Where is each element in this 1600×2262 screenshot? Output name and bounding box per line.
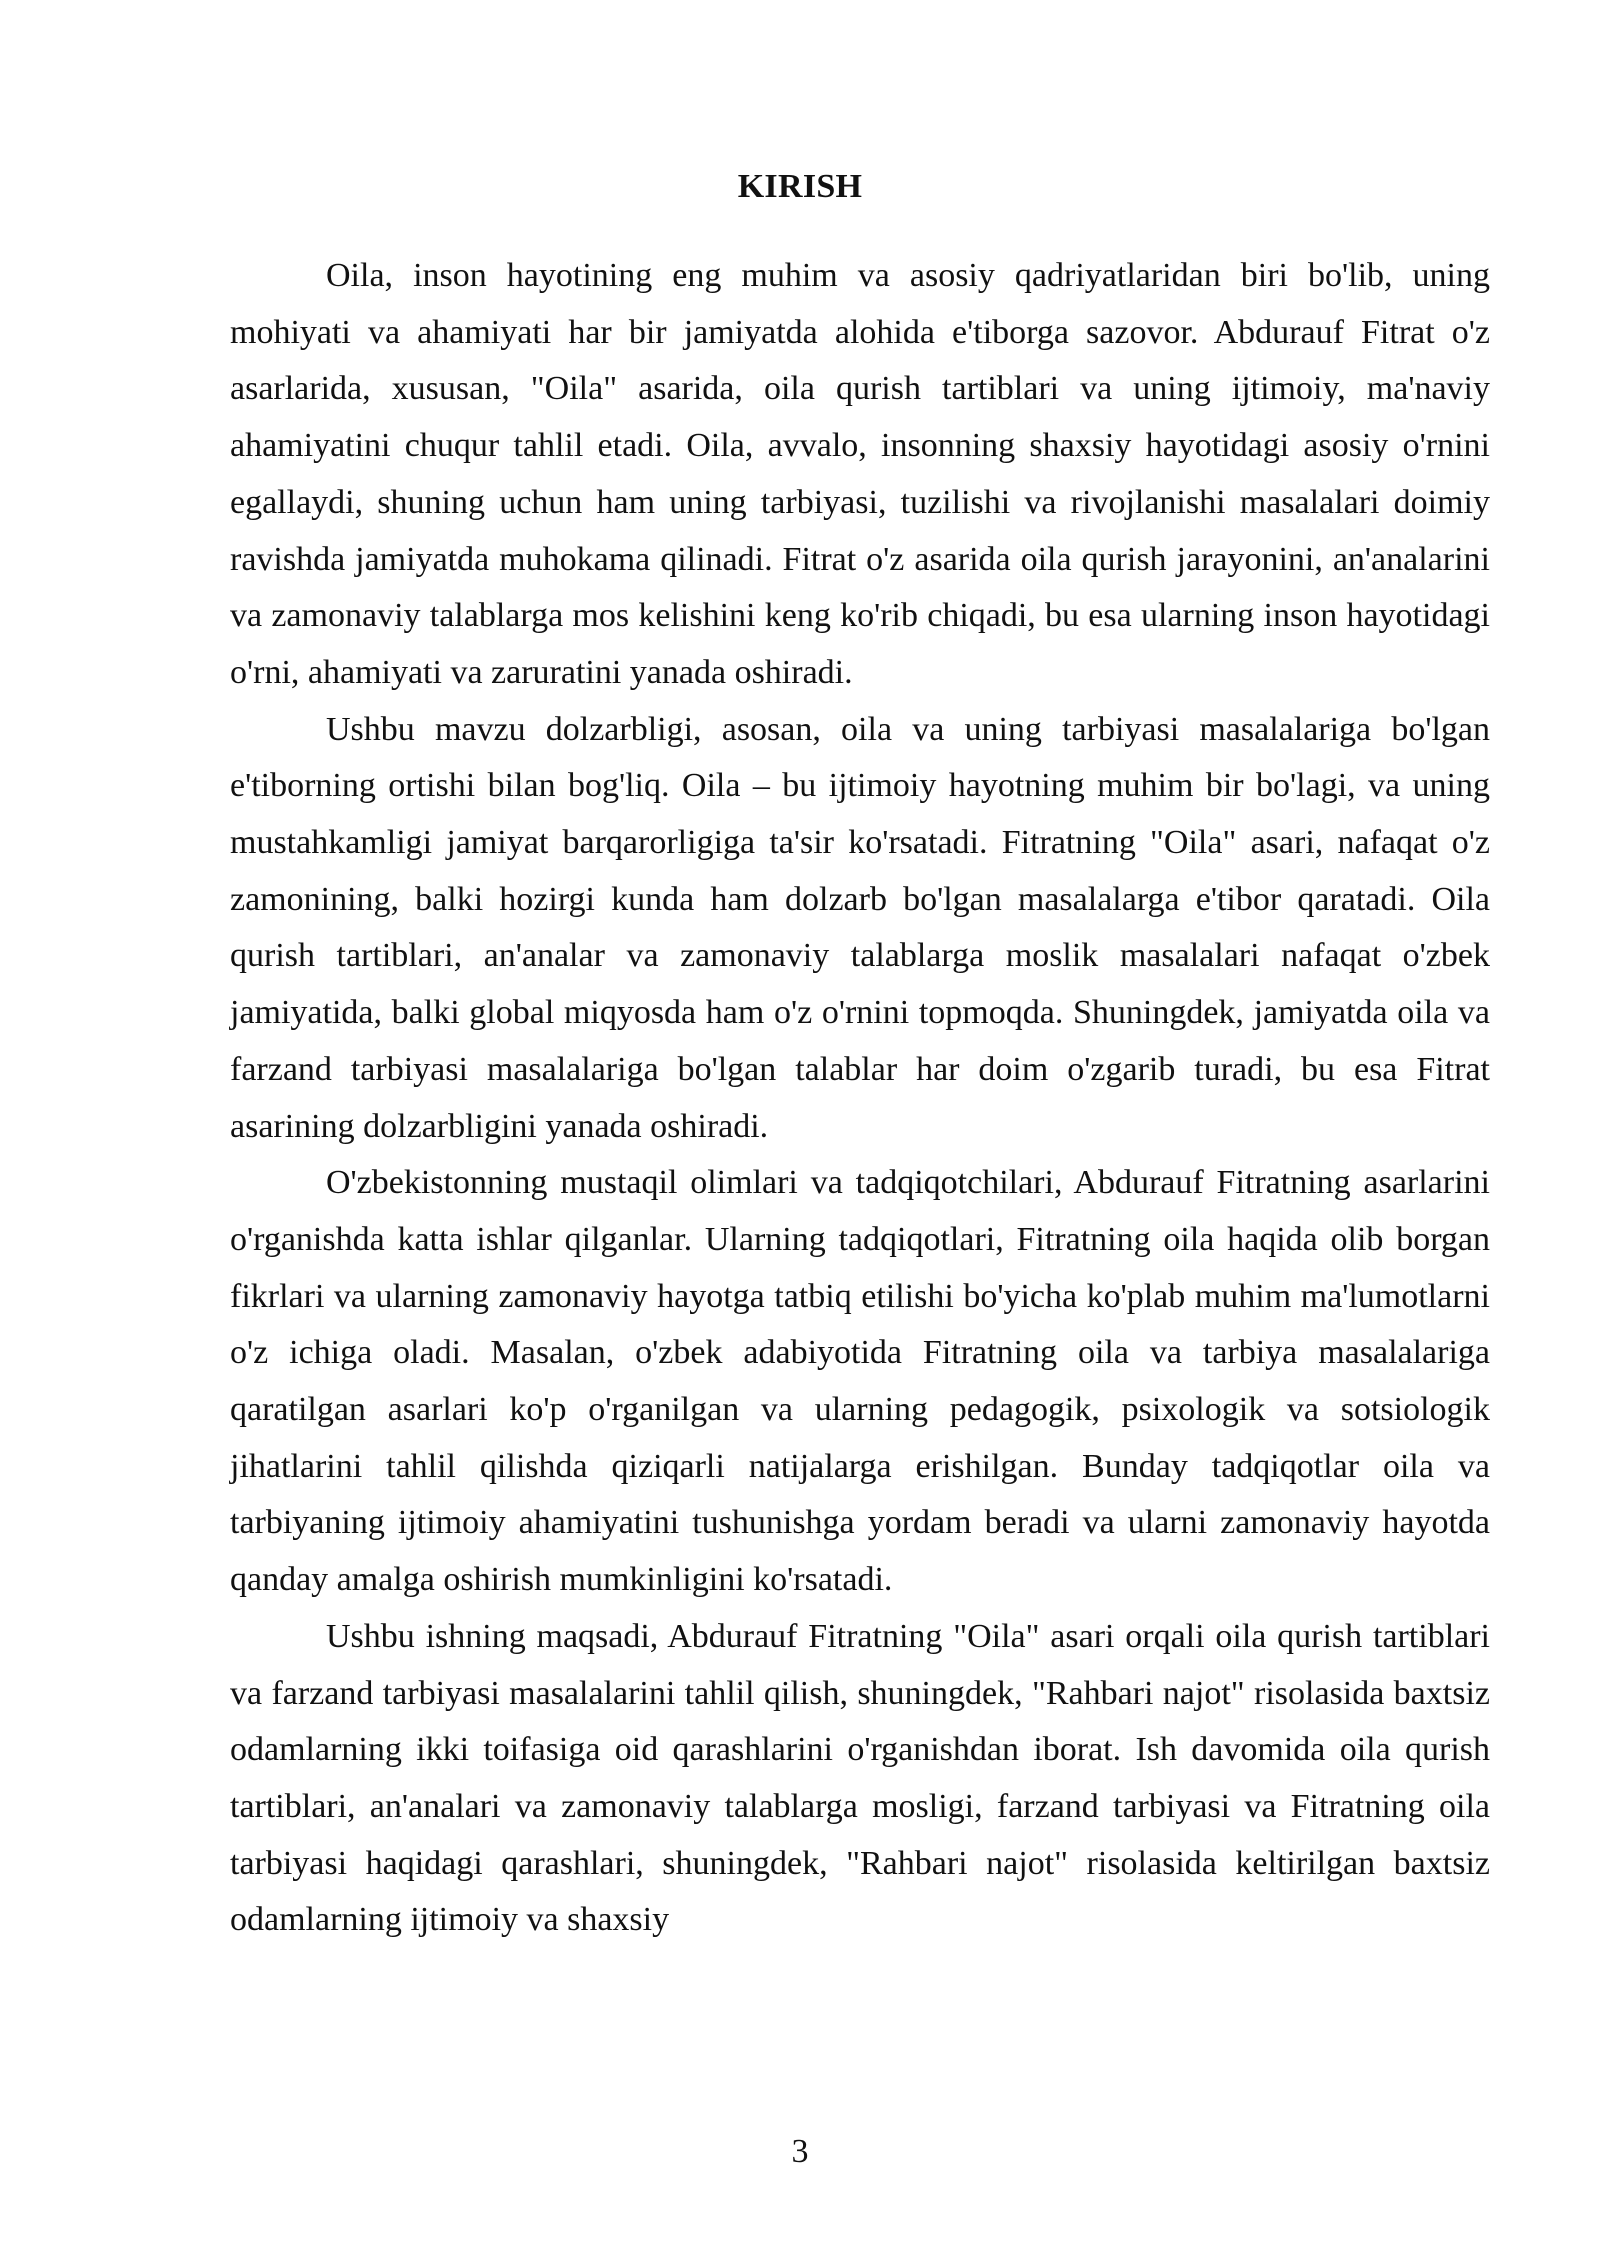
body-text <box>230 248 1490 1949</box>
paragraph-1: Oila, inson hayotining eng muhim va asosiy qadriyatlaridan biri bo'lib, uning mohiyati va ahamiyati har bir jamiyatda alohida e'tiborga sazovor. Abdurauf Fitrat o'z asarlarida, xususan, "Oila" asarida, oila qurish tartiblari va uning ijtimoiy, ma'naviy ahamiyatini chuqur tahlil etadi. Oila, avvalo, insonning shaxsiy hayotidagi asosiy o'rnini egallaydi, shuning uchun ham uning tarbiyasi, tuzilishi va rivojlanishi masalalari doimiy ravishda jamiyatda muhokama qilinadi. Fitrat o'z asarida oila qurish jarayonini, an'analarini va zamonaviy talablarga mos kelishini keng ko'rib chiqadi, bu esa ularning inson hayotidagi o'rni, ahamiyati va zaruratini yanada oshiradi. <box>230 257 1490 691</box>
page-number: 3 <box>791 2133 809 2170</box>
paragraph-4: Ushbu ishning maqsadi, Abdurauf Fitratning "Oila" asari orqali oila qurish tartiblari va farzand tarbiyasi masalalarini tahlil qilish, shuningdek, "Rahbari najot" risolasida baxtsiz odamlarning ikki toifasiga oid qarashlarini o'rganishdan iborat. Ish davomida oila qurish tartiblari, an'analari va zamonaviy talablarga mosligi, farzand tarbiyasi va Fitratning oila tarbiyasi haqidagi qarashlari, shuningdek, "Rahbari najot" risolasida keltirilgan baxtsiz odamlarning ijtimoiy va shaxsiy <box>230 1617 1490 1939</box>
paragraph-3: O'zbekistonning mustaqil olimlari va tadqiqotchilari, Abdurauf Fitratning asarlarini o'rganishda katta ishlar qilganlar. Ularning tadqiqotlari, Fitratning oila haqida olib borgan fikrlari va ularning zamonaviy hayotga tatbiq etilishi bo'yicha ko'plab muhim ma'lumotlarni o'z ichiga oladi. Masalan, o'zbek adabiyotida Fitratning oila va tarbiya masalalariga qaratilgan asarlari ko'p o'rganilgan va ularning pedagogik, psixologik va sotsiologik jihatlarini tahlil qilishda qiziqarli natijalarga erishilgan. Bunday tadqiqotlar oila va tarbiyaning ijtimoiy ahamiyatini tushunishga yordam beradi va ularni zamonaviy hayotda qanday amalga oshirish mumkinligini ko'rsatadi. <box>230 1164 1490 1599</box>
paragraph-2: Ushbu mavzu dolzarbligi, asosan, oila va uning tarbiyasi masalalariga bo'lgan e'tiborning ortishi bilan bog'liq. Oila – bu ijtimoiy hayotning muhim bir bo'lagi, va uning mustahkamligi jamiyat barqarorligiga ta'sir ko'rsatadi. Fitratning "Oila" asari, nafaqat o'z zamonining, balki hozirgi kunda ham dolzarb bo'lgan masalalarga e'tibor qaratadi. Oila qurish tartiblari, an'analar va zamonaviy talablarga moslik masalalari nafaqat o'zbek jamiyatida, balki global miqyosda ham o'z o'rnini topmoqda. Shuningdek, jamiyatda oila va farzand tarbiyasi masalalariga bo'lgan talablar har doim o'zgarib turadi, bu esa Fitrat asarining dolzarbligini yanada oshiradi. <box>230 710 1490 1145</box>
section-heading: KIRISH <box>737 168 863 205</box>
